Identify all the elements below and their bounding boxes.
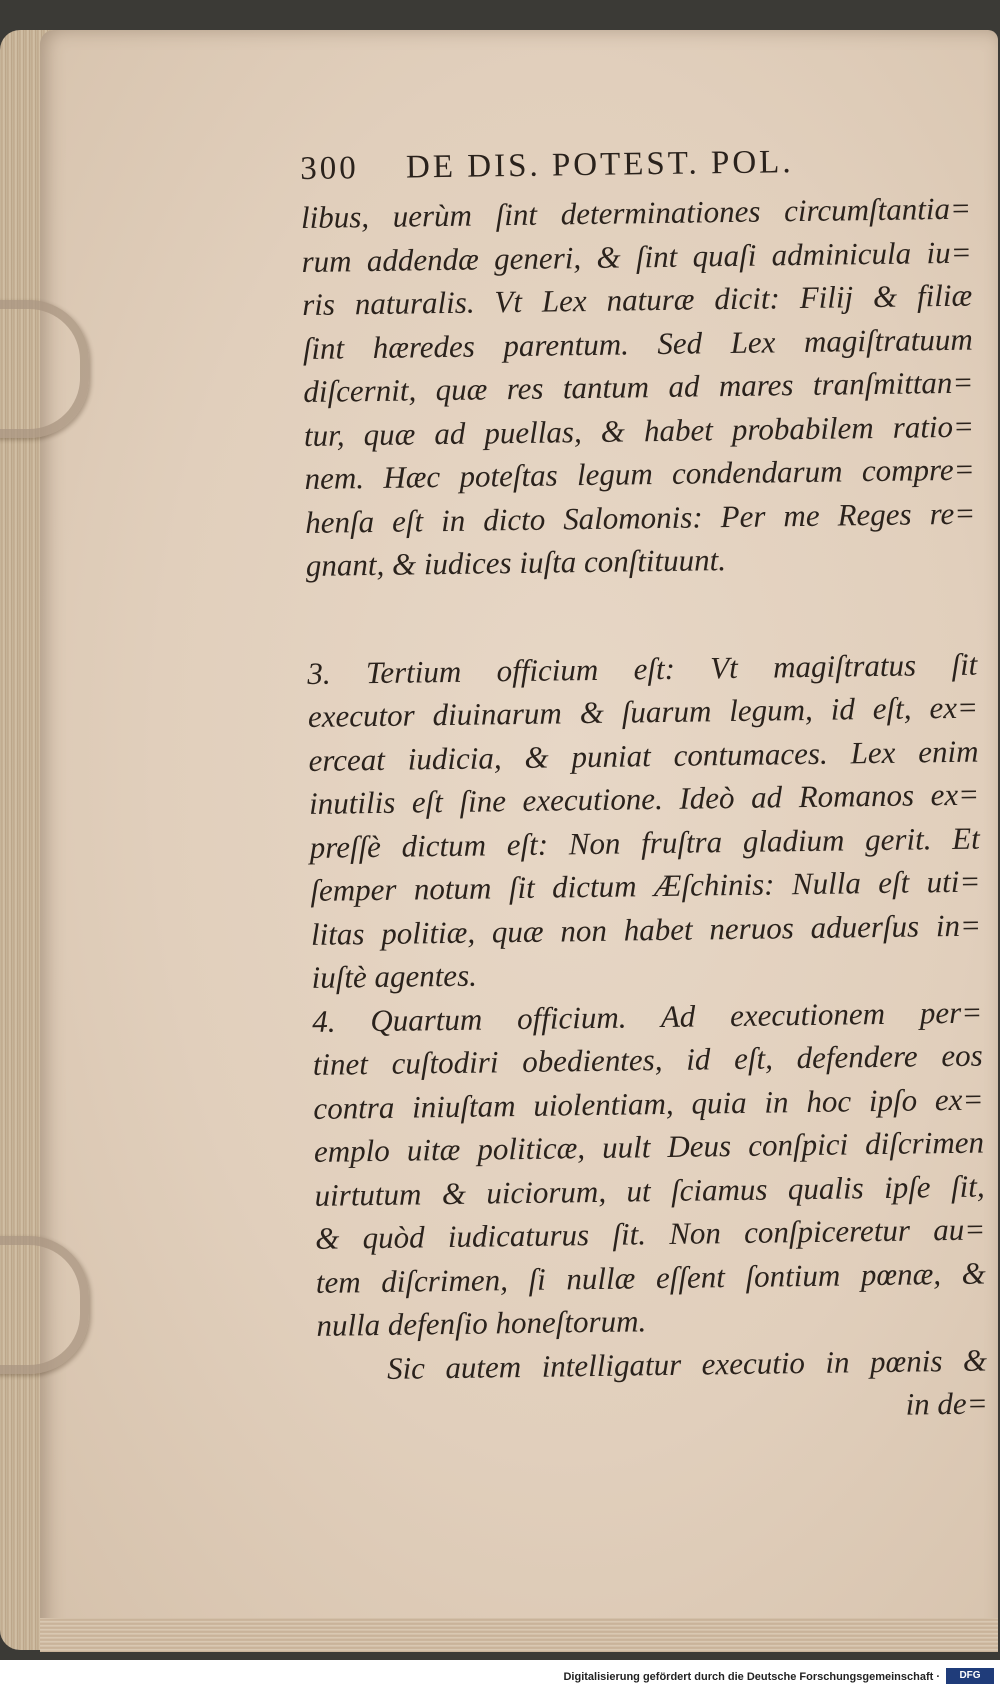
text-line: & quòd iudicaturus ſit. Non conſpiceretur au= bbox=[314, 1211, 986, 1256]
text-line: tem diſcrimen, ſi nullæ eſſent ſontium pœnæ, & bbox=[315, 1255, 987, 1300]
text-line: ſemper notum ſit dictum Æſchinis: Nulla eſt uti= bbox=[310, 863, 981, 908]
running-title: DE DIS. POTEST. POL. bbox=[405, 144, 794, 186]
text-line: erceat iudicia, & puniat contumaces. Lex enim bbox=[308, 733, 979, 778]
paragraph-1 bbox=[301, 187, 976, 588]
paragraph-3 bbox=[312, 990, 987, 1347]
text-line: contra iniuſtam uiolentiam, quia in hoc ipſo ex= bbox=[313, 1081, 984, 1126]
text-line: tur, quæ ad puellas, & habet probabilem ratio= bbox=[303, 408, 975, 453]
digitization-credit: Digitalisierung gefördert durch die Deutsche Forschungsgemeinschaft · bbox=[563, 1671, 940, 1683]
text-line: libus, uerùm ſint determinationes circumſtantia= bbox=[300, 190, 972, 235]
text-line: 3. Tertium officium eſt: Vt magiſtratus ſit bbox=[307, 646, 978, 691]
paragraph-2 bbox=[307, 642, 982, 999]
text-line: uirtutum & uiciorum, ut ſciamus qualis ipſe ſit, bbox=[314, 1168, 985, 1213]
page-bottom-edge bbox=[40, 1618, 998, 1652]
text-line: iuſtè agentes. bbox=[311, 957, 478, 995]
text-line: ris naturalis. Vt Lex naturæ dicit: Filij & filiæ bbox=[301, 277, 973, 322]
page-text bbox=[300, 139, 988, 1435]
text-line: Sic autem intelligatur executio in pœnis & bbox=[386, 1342, 988, 1386]
page-number: 300 bbox=[300, 150, 360, 187]
text-line: 4. Quartum officium. Ad executionem per= bbox=[311, 994, 983, 1039]
catchword-text: in de= bbox=[905, 1385, 988, 1422]
text-line: henſa eſt in dicto Salomonis: Per me Reges re= bbox=[304, 495, 976, 540]
text-line: gnant, & iudices iuſta conſtituunt. bbox=[305, 542, 727, 583]
text-line: diſcernit, quæ res tantum ad mares tranſmittan= bbox=[303, 364, 974, 409]
text-line: rum addendæ generi, & ſint quaſi adminicula iu= bbox=[301, 234, 972, 279]
text-line: emplo uitæ politicæ, uult Deus conſpici diſcrimen bbox=[313, 1124, 985, 1169]
dfg-logo: DFG bbox=[946, 1668, 994, 1684]
text-line: preſſè dictum eſt: Non fruſtra gladium gerit. Et bbox=[309, 820, 980, 865]
paragraph-gap bbox=[306, 578, 977, 651]
text-line: ſint hæredes parentum. Sed Lex magiſtratuum bbox=[302, 321, 973, 366]
text-line: nulla defenſio honeſtorum. bbox=[316, 1303, 647, 1343]
text-line: litas politiæ, quæ non habet neruos aduerſus in= bbox=[310, 907, 982, 952]
text-line: nem. Hæc poteſtas legum condendarum compre= bbox=[304, 451, 975, 496]
text-line: executor diuinarum & ſuarum legum, id eſt, ex= bbox=[307, 689, 979, 734]
text-line: tinet cuſtodiri obedientes, id eſt, defendere eos bbox=[312, 1037, 983, 1082]
text-line: inutilis eſt ſine executione. Ideò ad Romanos ex= bbox=[308, 776, 980, 821]
